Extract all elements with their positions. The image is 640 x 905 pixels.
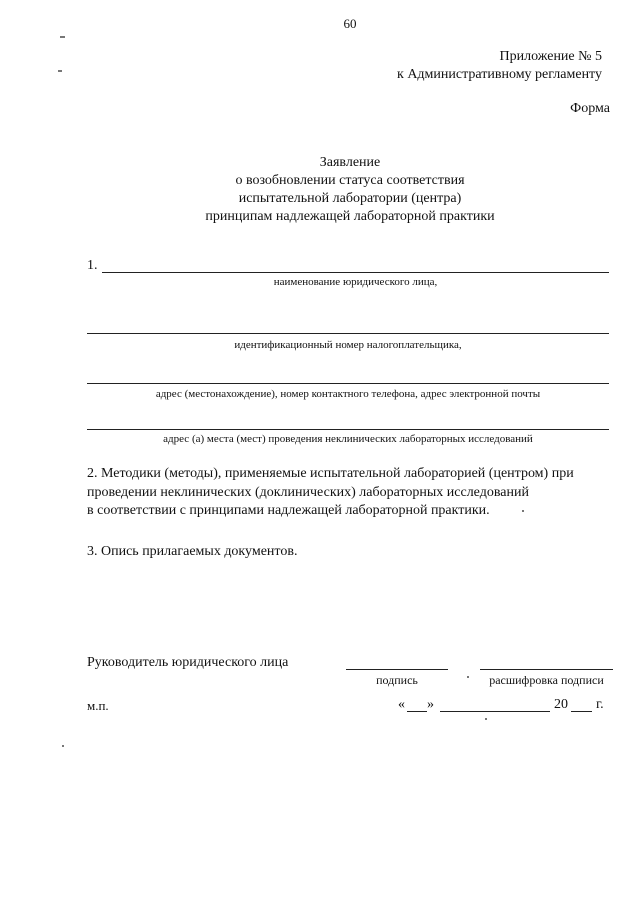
date-close-quote: »	[427, 697, 434, 712]
year-prefix: 20	[554, 697, 568, 712]
title-line-4: принципам надлежащей лабораторной практики	[205, 209, 495, 224]
decode-signature-line[interactable]	[480, 669, 613, 670]
decode-caption: расшифровка подписи	[489, 673, 604, 687]
section-2-line-1: 2. Методики (методы), применяемые испытательной лабораторией (центром) при	[87, 466, 574, 481]
scan-speck	[467, 676, 469, 678]
places-field-line[interactable]	[87, 429, 609, 430]
date-month-line[interactable]	[440, 711, 550, 712]
date-year-line[interactable]	[571, 711, 592, 712]
places-caption: адрес (а) места (мест) проведения неклинических лабораторных исследований	[163, 433, 533, 445]
date-open-quote: «	[398, 697, 405, 712]
year-suffix: г.	[596, 697, 604, 712]
section-1-number: 1.	[87, 258, 98, 273]
title-line-2: о возобновлении статуса соответствия	[235, 173, 465, 188]
inn-caption: идентификационный номер налогоплательщика,	[234, 339, 462, 351]
address-field-line[interactable]	[87, 383, 609, 384]
title-line-3: испытательной лаборатории (центра)	[238, 191, 462, 206]
annex-line-2: к Административному регламенту	[397, 67, 602, 82]
scan-speck	[522, 510, 524, 512]
signature-caption: подпись	[376, 673, 418, 687]
section-2-line-3: в соответствии с принципами надлежащей лабораторной практики.	[87, 503, 490, 518]
document-title	[0, 154, 640, 226]
page-number: 60	[343, 16, 357, 31]
address-caption: адрес (местонахождение), номер контактного телефона, адрес электронной почты	[155, 388, 541, 400]
stamp-label: м.п.	[87, 698, 109, 713]
section-2-line-2: проведении неклинических (доклинических) лабораторных исследований	[87, 485, 529, 500]
annex-line-1: Приложение № 5	[499, 49, 602, 64]
scan-speck	[62, 745, 64, 747]
scan-speck	[60, 36, 65, 38]
signature-line[interactable]	[346, 669, 448, 670]
form-label: Форма	[570, 101, 610, 116]
date-day-line[interactable]	[407, 711, 427, 712]
title-line-1: Заявление	[319, 155, 381, 170]
name-field-line[interactable]	[102, 272, 609, 273]
section-3-text: 3. Опись прилагаемых документов.	[87, 544, 298, 559]
name-caption: наименование юридического лица,	[273, 276, 438, 288]
scan-speck	[58, 70, 62, 72]
inn-field-line[interactable]	[87, 333, 609, 334]
annex-header	[397, 48, 602, 84]
scan-speck	[485, 718, 487, 720]
head-label: Руководитель юридического лица	[87, 655, 289, 670]
